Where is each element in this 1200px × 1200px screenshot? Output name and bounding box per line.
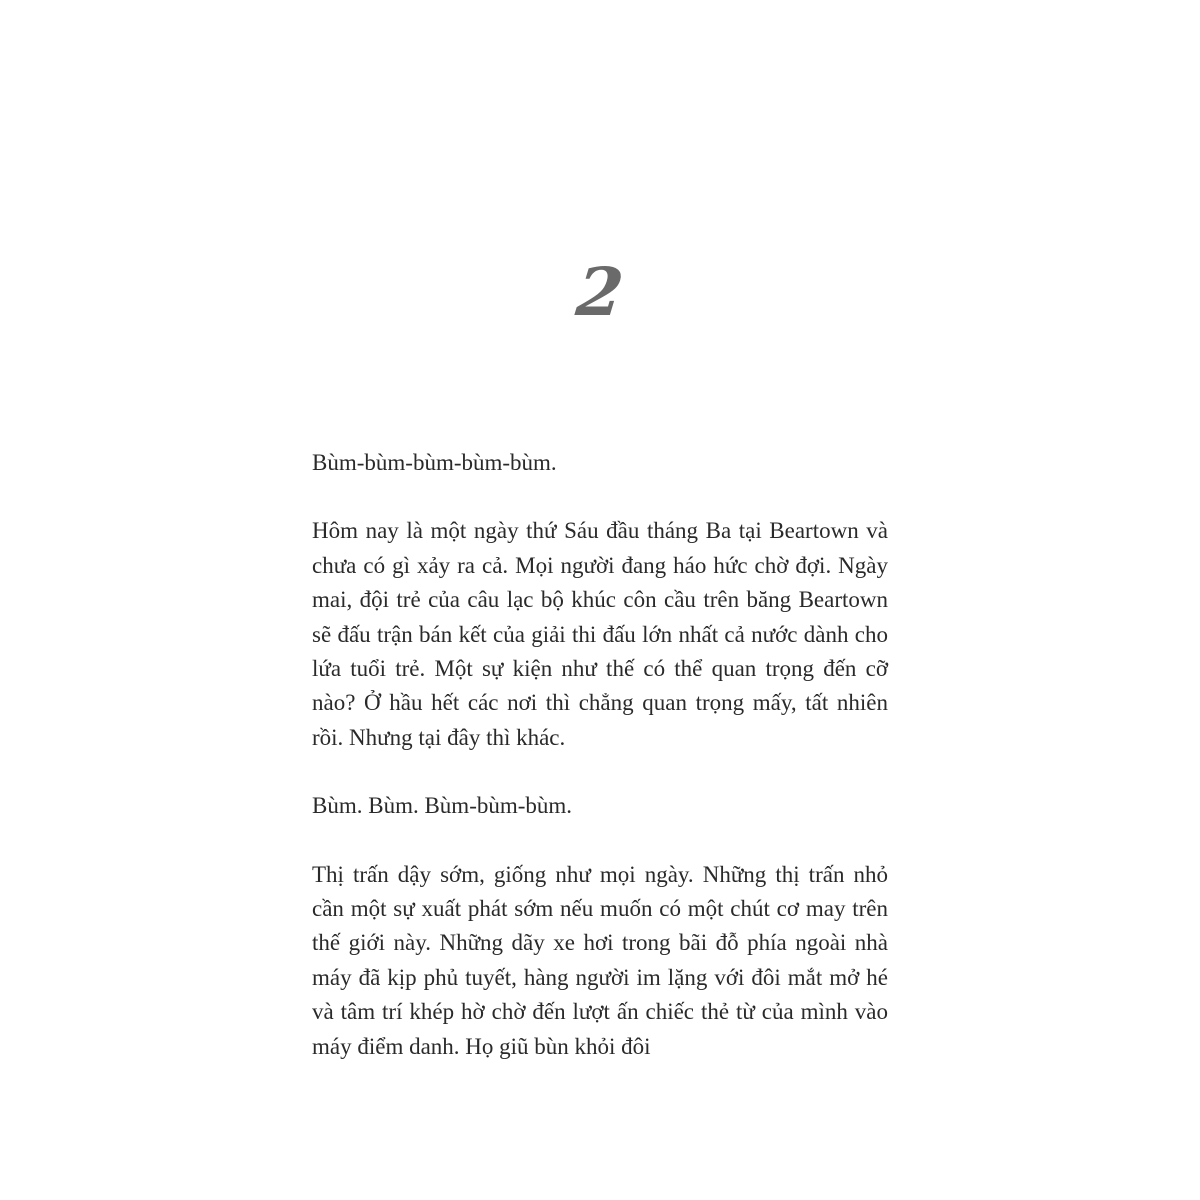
- paragraph-sound-1: Bùm-bùm-bùm-bùm-bùm.: [312, 450, 557, 475]
- paragraph-intro: Hôm nay là một ngày thứ Sáu đầu tháng Ba tại Beartown và chưa có gì xảy ra cả. Mọi người đang háo hức chờ đợi. Ngày mai, đội trẻ của câu lạc bộ khúc côn cầu trên băng Beartown sẽ đấu trận bán kết của giải thi đấu lớn nhất cả nước dành cho lứa tuổi trẻ. Một sự kiện như thế có thể quan trọng đến cỡ nào? Ở hầu hết các nơi thì chẳng quan trọng mấy, tất nhiên rồi. Nhưng tại đây thì khác.: [312, 518, 888, 750]
- body-text: [312, 446, 888, 1098]
- chapter-number: 2: [572, 253, 628, 331]
- paragraph-sound-2: Bùm. Bùm. Bùm-bùm-bùm.: [312, 793, 573, 819]
- paragraph-town: Thị trấn dậy sớm, giống như mọi ngày. Những thị trấn nhỏ cần một sự xuất phát sớm nếu muốn có một chút cơ may trên thế giới này. Những dãy xe hơi trong bãi đỗ phía ngoài nhà máy đã kịp phủ tuyết, hàng người im lặng với đôi mắt mở hé và tâm trí khép hờ chờ đến lượt ấn chiếc thẻ từ của mình vào máy điểm danh. Họ giũ bùn khỏi đôi: [312, 861, 888, 1059]
